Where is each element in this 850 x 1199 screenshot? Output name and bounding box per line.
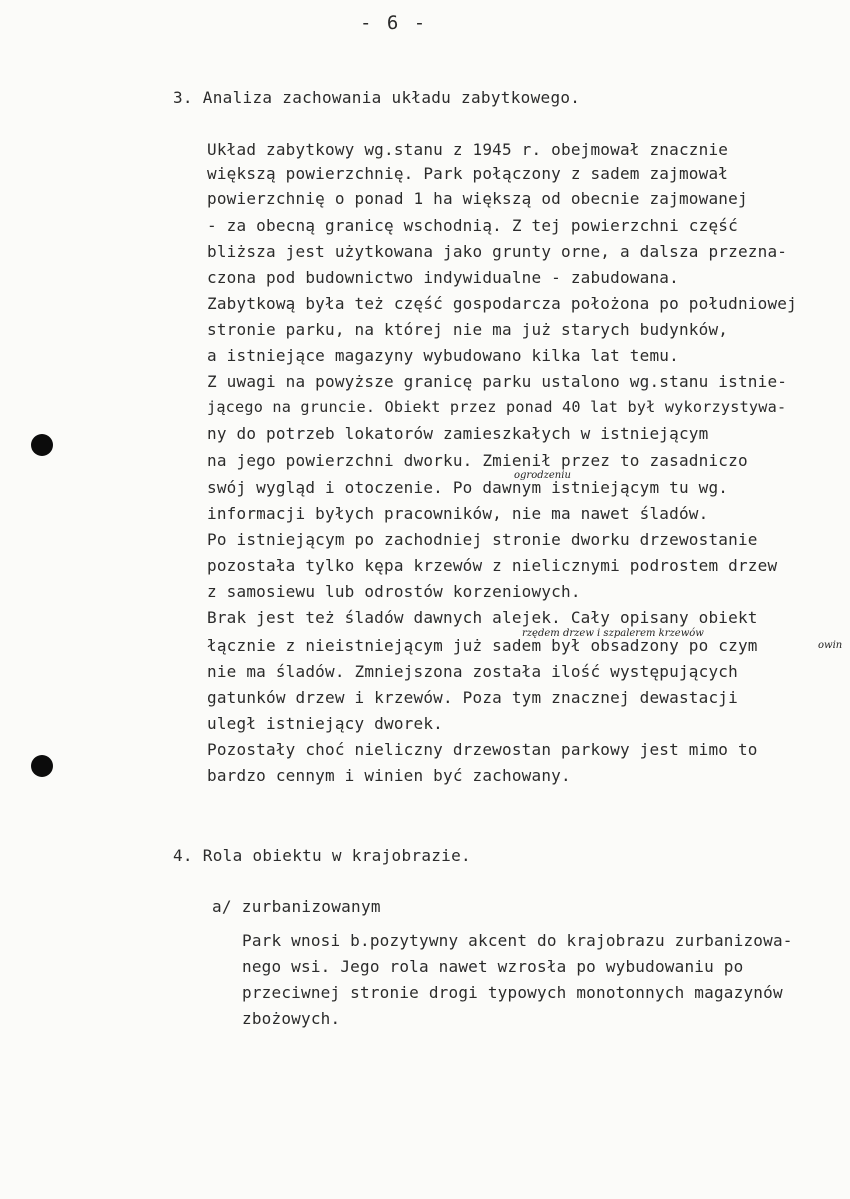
- text-line: większą powierzchnię. Park połączony z sadem zajmował: [207, 164, 729, 183]
- handwritten-annotation: rzędem drzew i szpalerem krzewów: [522, 628, 704, 639]
- section-4-heading: 4. Rola obiektu w krajobrazie.: [173, 846, 471, 865]
- section-4-subheading: a/ zurbanizowanym: [212, 897, 381, 916]
- text-line: przeciwnej stronie drogi typowych monotonnych magazynów: [242, 983, 783, 1002]
- text-line: pozostała tylko kępa krzewów z nielicznymi podrostem drzew: [207, 556, 778, 575]
- text-line: Brak jest też śladów dawnych alejek. Cały opisany obiekt: [207, 608, 758, 627]
- text-line: Z uwagi na powyższe granicę parku ustalono wg.stanu istnie-: [207, 372, 788, 391]
- text-line: Pozostały choć nieliczny drzewostan parkowy jest mimo to: [207, 740, 758, 759]
- handwritten-annotation: owin: [818, 640, 843, 651]
- text-line: na jego powierzchni dworku. Zmienił przez to zasadniczo: [207, 451, 748, 470]
- text-line: nego wsi. Jego rola nawet wzrosła po wybudowaniu po: [242, 957, 744, 976]
- text-line: stronie parku, na której nie ma już starych budynków,: [207, 320, 729, 339]
- punch-hole: [31, 434, 53, 456]
- page-number: - 6 -: [360, 12, 428, 34]
- text-line: jącego na gruncie. Obiekt przez ponad 40 lat był wykorzystywa-: [207, 398, 787, 416]
- text-line: swój wygląd i otoczenie. Po dawnym istniejącym tu wg.: [207, 478, 729, 497]
- text-line: zbożowych.: [242, 1009, 341, 1028]
- text-line: informacji byłych pracowników, nie ma nawet śladów.: [207, 504, 709, 523]
- text-line: Park wnosi b.pozytywny akcent do krajobrazu zurbanizowa-: [242, 931, 793, 950]
- text-line: ny do potrzeb lokatorów zamieszkałych w istniejącym: [207, 424, 709, 443]
- text-line: a istniejące magazyny wybudowano kilka lat temu.: [207, 346, 679, 365]
- text-line: gatunków drzew i krzewów. Poza tym znacznej dewastacji: [207, 688, 738, 707]
- text-line: bardzo cennym i winien być zachowany.: [207, 766, 571, 785]
- text-line: bliższa jest użytkowana jako grunty orne, a dalsza przezna-: [207, 242, 788, 261]
- text-line: nie ma śladów. Zmniejszona została ilość występujących: [207, 662, 738, 681]
- text-line: Zabytkową była też część gospodarcza położona po południowej: [207, 294, 797, 313]
- text-line: Układ zabytkowy wg.stanu z 1945 r. obejmował znacznie: [207, 140, 729, 159]
- section-3-heading: 3. Analiza zachowania układu zabytkowego.: [173, 88, 581, 107]
- punch-hole: [31, 755, 53, 777]
- text-line: łącznie z nieistniejącym już sadem był obsadzony po czym: [207, 636, 758, 655]
- text-line: czona pod budownictwo indywidualne - zabudowana.: [207, 268, 679, 287]
- text-line: - za obecną granicę wschodnią. Z tej powierzchni część: [207, 216, 738, 235]
- text-line: powierzchnię o ponad 1 ha większą od obecnie zajmowanej: [207, 189, 748, 208]
- text-line: uległ istniejący dworek.: [207, 714, 443, 733]
- text-line: z samosiewu lub odrostów korzeniowych.: [207, 582, 581, 601]
- text-line: Po istniejącym po zachodniej stronie dworku drzewostanie: [207, 530, 758, 549]
- handwritten-annotation: ogrodzeniu: [514, 470, 571, 481]
